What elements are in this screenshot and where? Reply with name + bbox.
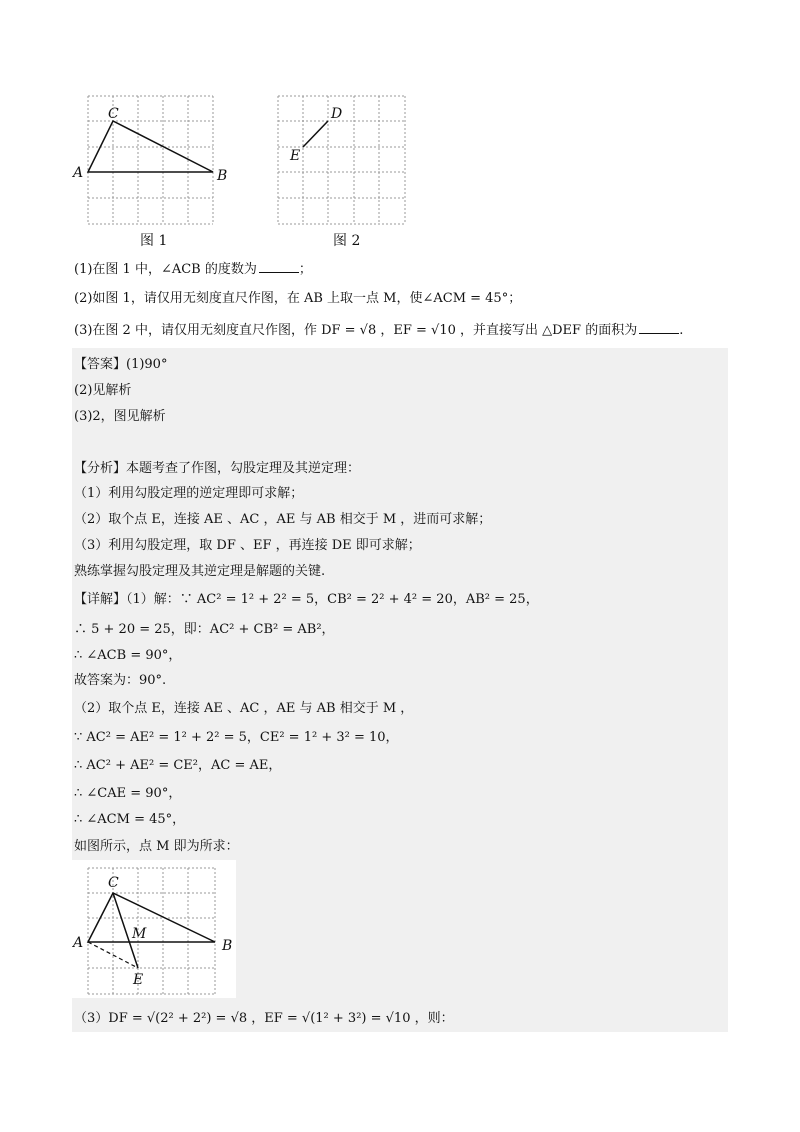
question-1: (1)在图 1 中，∠ACB 的度数为 ；	[74, 262, 312, 277]
detail-line-3: ∴ ∠ACB = 90°，	[74, 648, 182, 663]
detail-line-5: （2）取个点 E，连接 AE 、AC ，AE 与 AB 相交于 M ，	[74, 701, 414, 716]
detail-line-11: （3）DF = √(2² + 2²) = √8 ，EF = √(1² + 3²) = √10 ，则：	[74, 1011, 454, 1026]
label-e: E	[290, 148, 301, 164]
label-a: A	[73, 165, 84, 181]
detail-line-6: ∵ AC² = AE² = 1² + 2² = 5，CE² = 1² + 3² = 10，	[74, 730, 399, 745]
question-3: (3)在图 2 中，请仅用无刻度直尺作图，作 DF = √8 ，EF = √10 ，并直接写出 △DEF 的面积为 .	[74, 323, 684, 338]
label-c: C	[108, 875, 119, 891]
label-e: E	[133, 972, 144, 988]
triangle-abc	[88, 893, 215, 942]
detail-line-1: 【详解】（1）解：∵ AC² = 1² + 2² = 5，CB² = 2² + 4² = 20，AB² = 25，	[74, 592, 539, 607]
figure-3	[72, 860, 242, 1000]
question-2: (2)如图 1，请仅用无刻度直尺作图，在 AB 上取一点 M，使∠ACM = 45°；	[74, 291, 522, 306]
detail-line-9: ∴ ∠ACM = 45°，	[74, 812, 186, 827]
answer-blank	[259, 260, 299, 273]
label-d: D	[331, 106, 343, 122]
detail-line-8: ∴ ∠CAE = 90°，	[74, 786, 182, 801]
detail-line-2: ∴ 5 + 20 = 25，即：AC² + CB² = AB²，	[74, 622, 335, 637]
analysis-line-5: 熟练掌握勾股定理及其逆定理是解题的关键.	[74, 564, 326, 579]
label-b: B	[217, 168, 228, 184]
figure-2	[270, 90, 420, 230]
detail-line-7: ∴ AC² + AE² = CE²，AC = AE，	[74, 758, 282, 773]
label-b: B	[222, 938, 233, 954]
triangle-abc	[88, 121, 213, 172]
figure-1-caption: 图 1	[140, 233, 168, 249]
analysis-line-3: （2）取个点 E，连接 AE 、AC ，AE 与 AB 相交于 M ，进而可求解；	[74, 512, 492, 527]
detail-line-10: 如图所示，点 M 即为所求：	[74, 839, 239, 854]
label-c: C	[108, 106, 119, 122]
analysis-line-4: （3）利用勾股定理，取 DF 、EF ，再连接 DE 即可求解；	[74, 538, 421, 553]
answer-line-2: (2)见解析	[74, 383, 132, 398]
label-m: M	[132, 926, 147, 942]
segment-de	[303, 121, 328, 147]
figure-2-caption: 图 2	[333, 233, 361, 249]
answer-blank	[639, 321, 679, 334]
analysis-line-1: 【分析】本题考查了作图，勾股定理及其逆定理：	[74, 461, 361, 476]
label-a: A	[73, 935, 84, 951]
detail-line-4: 故答案为：90°.	[74, 673, 167, 688]
answer-line-1: 【答案】(1)90°	[74, 357, 168, 372]
analysis-line-2: （1）利用勾股定理的逆定理即可求解；	[74, 486, 304, 501]
answer-line-3: (3)2，图见解析	[74, 409, 166, 424]
figure-1	[70, 90, 240, 230]
